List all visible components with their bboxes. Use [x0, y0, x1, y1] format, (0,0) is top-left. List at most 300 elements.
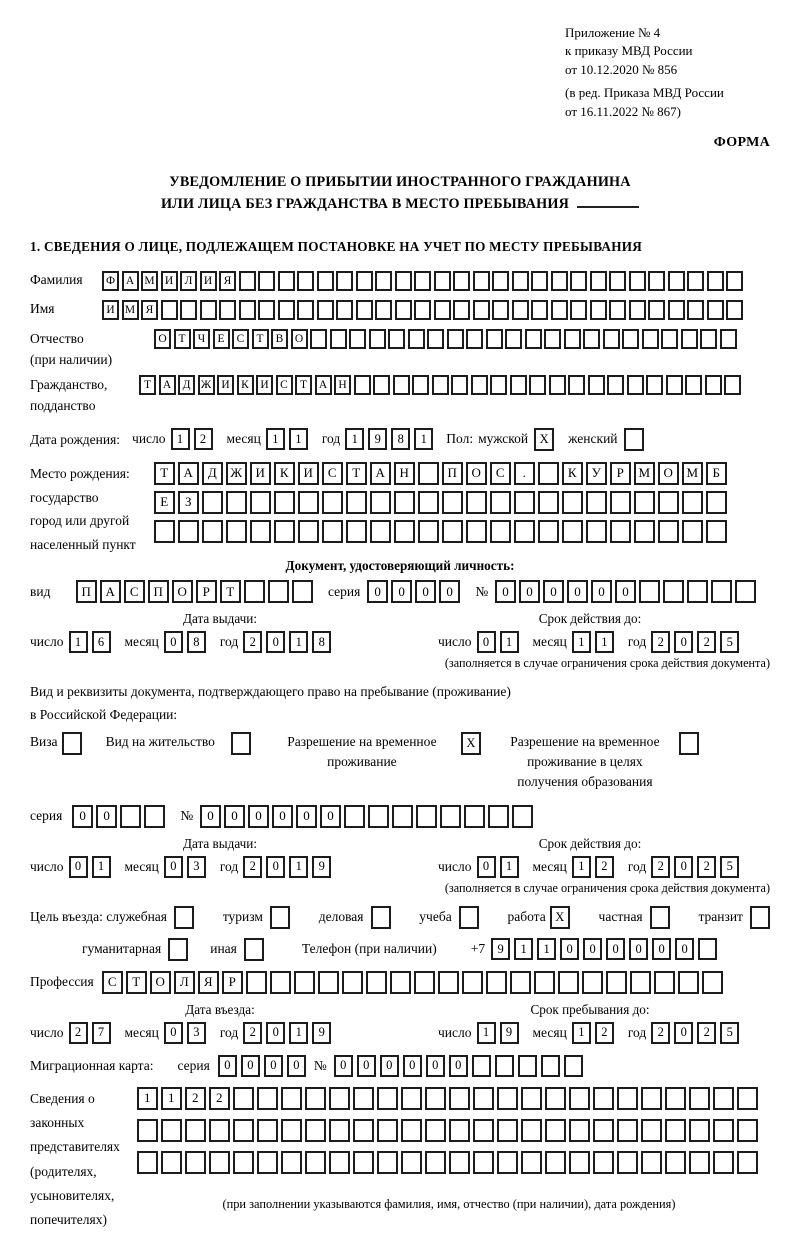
char-cell[interactable]	[541, 1055, 560, 1077]
char-cell[interactable]: 1	[537, 938, 556, 960]
char-cell[interactable]	[322, 491, 343, 514]
char-cell[interactable]	[233, 1119, 254, 1142]
char-cell[interactable]	[466, 520, 487, 543]
char-cell[interactable]: 2	[651, 856, 670, 878]
char-cell[interactable]	[154, 520, 175, 543]
char-cell[interactable]	[593, 1119, 614, 1142]
char-cell[interactable]	[342, 971, 363, 994]
char-cell[interactable]: А	[178, 462, 199, 485]
char-cell[interactable]: 9	[312, 1022, 331, 1044]
char-cell[interactable]	[425, 1119, 446, 1142]
char-cell[interactable]	[375, 300, 392, 320]
char-cell[interactable]	[336, 271, 353, 291]
char-cell[interactable]: 0	[357, 1055, 376, 1077]
char-cell[interactable]	[570, 271, 587, 291]
char-cell[interactable]	[486, 971, 507, 994]
char-cell[interactable]	[642, 329, 659, 349]
char-cell[interactable]	[582, 971, 603, 994]
char-cell[interactable]	[161, 300, 178, 320]
char-cell[interactable]: 0	[674, 856, 693, 878]
char-cell[interactable]	[512, 271, 529, 291]
char-cell[interactable]	[137, 1151, 158, 1174]
sex-male-checkbox[interactable]: X	[534, 428, 554, 451]
char-cell[interactable]	[505, 329, 522, 349]
char-cell[interactable]	[322, 520, 343, 543]
char-cell[interactable]: 0	[674, 1022, 693, 1044]
char-cell[interactable]: И	[256, 375, 273, 395]
char-cell[interactable]: Т	[139, 375, 156, 395]
doc-issue-day-cells[interactable]	[69, 631, 115, 653]
visa-checkbox[interactable]	[62, 732, 82, 755]
char-cell[interactable]: 0	[652, 938, 671, 960]
char-cell[interactable]	[497, 1087, 518, 1110]
char-cell[interactable]	[634, 491, 655, 514]
purpose-study-checkbox[interactable]	[459, 906, 479, 929]
char-cell[interactable]	[257, 1119, 278, 1142]
char-cell[interactable]: 0	[248, 805, 269, 828]
char-cell[interactable]: М	[682, 462, 703, 485]
char-cell[interactable]: 0	[629, 938, 648, 960]
char-cell[interactable]	[570, 300, 587, 320]
char-cell[interactable]	[629, 300, 646, 320]
char-cell[interactable]	[209, 1119, 230, 1142]
char-cell[interactable]: Ж	[198, 375, 215, 395]
char-cell[interactable]	[209, 1151, 230, 1174]
char-cell[interactable]	[687, 300, 704, 320]
char-cell[interactable]	[440, 805, 461, 828]
char-cell[interactable]: 1	[92, 856, 111, 878]
char-cell[interactable]	[538, 520, 559, 543]
char-cell[interactable]	[473, 1119, 494, 1142]
char-cell[interactable]: 0	[449, 1055, 468, 1077]
char-cell[interactable]: 1	[137, 1087, 158, 1110]
residence-permit-checkbox[interactable]	[231, 732, 251, 755]
char-cell[interactable]: Л	[174, 971, 195, 994]
surname-cells[interactable]	[102, 271, 746, 291]
char-cell[interactable]	[551, 271, 568, 291]
char-cell[interactable]	[466, 329, 483, 349]
char-cell[interactable]	[687, 580, 708, 603]
char-cell[interactable]	[472, 1055, 491, 1077]
char-cell[interactable]	[462, 971, 483, 994]
char-cell[interactable]	[641, 1151, 662, 1174]
char-cell[interactable]	[497, 1119, 518, 1142]
char-cell[interactable]	[689, 1119, 710, 1142]
char-cell[interactable]	[681, 329, 698, 349]
char-cell[interactable]	[294, 971, 315, 994]
purpose-humanitarian-checkbox[interactable]	[168, 938, 188, 961]
char-cell[interactable]	[257, 1151, 278, 1174]
purpose-work-checkbox[interactable]: X	[550, 906, 570, 929]
char-cell[interactable]: 0	[266, 1022, 285, 1044]
char-cell[interactable]	[521, 1087, 542, 1110]
temp-residence-education-checkbox[interactable]	[679, 732, 699, 755]
char-cell[interactable]	[534, 971, 555, 994]
char-cell[interactable]	[370, 520, 391, 543]
char-cell[interactable]: 9	[500, 1022, 519, 1044]
char-cell[interactable]	[702, 971, 723, 994]
char-cell[interactable]	[395, 300, 412, 320]
char-cell[interactable]: 7	[92, 1022, 111, 1044]
char-cell[interactable]: З	[178, 491, 199, 514]
char-cell[interactable]: С	[322, 462, 343, 485]
doc-expiry-day-cells[interactable]	[477, 631, 523, 653]
char-cell[interactable]	[434, 271, 451, 291]
char-cell[interactable]	[562, 491, 583, 514]
char-cell[interactable]	[531, 300, 548, 320]
char-cell[interactable]	[593, 1087, 614, 1110]
patronymic-cells[interactable]	[154, 329, 739, 349]
char-cell[interactable]	[442, 520, 463, 543]
char-cell[interactable]: Я	[198, 971, 219, 994]
char-cell[interactable]	[707, 271, 724, 291]
char-cell[interactable]	[278, 300, 295, 320]
char-cell[interactable]: Л	[180, 271, 197, 291]
doc-number-cells[interactable]	[495, 580, 759, 603]
char-cell[interactable]	[713, 1119, 734, 1142]
char-cell[interactable]	[726, 271, 743, 291]
char-cell[interactable]	[274, 491, 295, 514]
char-cell[interactable]	[606, 971, 627, 994]
char-cell[interactable]	[706, 520, 727, 543]
char-cell[interactable]: 0	[69, 856, 88, 878]
doc-issue-year-cells[interactable]	[243, 631, 335, 653]
char-cell[interactable]: 0	[367, 580, 388, 603]
char-cell[interactable]	[687, 271, 704, 291]
char-cell[interactable]: С	[490, 462, 511, 485]
char-cell[interactable]	[298, 520, 319, 543]
char-cell[interactable]	[646, 375, 663, 395]
char-cell[interactable]: 0	[218, 1055, 237, 1077]
char-cell[interactable]	[682, 491, 703, 514]
char-cell[interactable]	[226, 491, 247, 514]
char-cell[interactable]: 0	[266, 631, 285, 653]
char-cell[interactable]: В	[271, 329, 288, 349]
char-cell[interactable]	[706, 491, 727, 514]
char-cell[interactable]	[486, 329, 503, 349]
char-cell[interactable]	[510, 375, 527, 395]
char-cell[interactable]: 9	[312, 856, 331, 878]
char-cell[interactable]	[447, 329, 464, 349]
char-cell[interactable]: 0	[200, 805, 221, 828]
entry-year-cells[interactable]	[243, 1022, 335, 1044]
char-cell[interactable]	[473, 1087, 494, 1110]
char-cell[interactable]	[257, 1087, 278, 1110]
purpose-private-checkbox[interactable]	[650, 906, 670, 929]
phone-cells[interactable]	[491, 938, 721, 960]
char-cell[interactable]: М	[122, 300, 139, 320]
char-cell[interactable]: 1	[572, 1022, 591, 1044]
stay-year-cells[interactable]	[651, 1022, 743, 1044]
char-cell[interactable]: 0	[426, 1055, 445, 1077]
purpose-other-checkbox[interactable]	[244, 938, 264, 961]
char-cell[interactable]: 8	[312, 631, 331, 653]
char-cell[interactable]: .	[514, 462, 535, 485]
doc-expiry-month-cells[interactable]	[572, 631, 618, 653]
char-cell[interactable]: 3	[187, 856, 206, 878]
char-cell[interactable]: 0	[403, 1055, 422, 1077]
char-cell[interactable]: Т	[126, 971, 147, 994]
char-cell[interactable]	[298, 491, 319, 514]
char-cell[interactable]: 2	[595, 856, 614, 878]
char-cell[interactable]	[521, 1151, 542, 1174]
char-cell[interactable]: 9	[368, 428, 387, 450]
char-cell[interactable]	[610, 491, 631, 514]
char-cell[interactable]	[689, 1087, 710, 1110]
char-cell[interactable]	[368, 805, 389, 828]
char-cell[interactable]: 0	[272, 805, 293, 828]
char-cell[interactable]	[654, 971, 675, 994]
char-cell[interactable]	[726, 300, 743, 320]
purpose-tourism-checkbox[interactable]	[270, 906, 290, 929]
char-cell[interactable]: Е	[213, 329, 230, 349]
char-cell[interactable]	[244, 580, 265, 603]
char-cell[interactable]	[661, 329, 678, 349]
char-cell[interactable]: С	[124, 580, 145, 603]
char-cell[interactable]: 2	[595, 1022, 614, 1044]
char-cell[interactable]: 2	[651, 1022, 670, 1044]
char-cell[interactable]	[369, 329, 386, 349]
char-cell[interactable]: 0	[320, 805, 341, 828]
char-cell[interactable]: Р	[610, 462, 631, 485]
char-cell[interactable]: 1	[69, 631, 88, 653]
char-cell[interactable]	[634, 520, 655, 543]
char-cell[interactable]: Б	[706, 462, 727, 485]
char-cell[interactable]	[278, 271, 295, 291]
char-cell[interactable]	[375, 271, 392, 291]
char-cell[interactable]	[414, 971, 435, 994]
purpose-business-checkbox[interactable]	[174, 906, 194, 929]
char-cell[interactable]	[665, 1087, 686, 1110]
char-cell[interactable]	[305, 1087, 326, 1110]
char-cell[interactable]: Ж	[226, 462, 247, 485]
char-cell[interactable]: Я	[219, 271, 236, 291]
char-cell[interactable]: 0	[224, 805, 245, 828]
char-cell[interactable]: 1	[345, 428, 364, 450]
char-cell[interactable]	[297, 300, 314, 320]
char-cell[interactable]	[178, 520, 199, 543]
char-cell[interactable]	[531, 271, 548, 291]
char-cell[interactable]	[200, 300, 217, 320]
char-cell[interactable]: А	[370, 462, 391, 485]
char-cell[interactable]	[268, 580, 289, 603]
char-cell[interactable]: 2	[243, 1022, 262, 1044]
char-cell[interactable]: 0	[519, 580, 540, 603]
char-cell[interactable]: 0	[241, 1055, 260, 1077]
char-cell[interactable]	[353, 1151, 374, 1174]
char-cell[interactable]	[663, 580, 684, 603]
char-cell[interactable]	[388, 329, 405, 349]
char-cell[interactable]	[226, 520, 247, 543]
char-cell[interactable]	[274, 520, 295, 543]
char-cell[interactable]: 8	[187, 631, 206, 653]
char-cell[interactable]	[488, 805, 509, 828]
char-cell[interactable]: 2	[185, 1087, 206, 1110]
char-cell[interactable]: 1	[289, 428, 308, 450]
char-cell[interactable]: 1	[572, 631, 591, 653]
birth-year-cells[interactable]	[345, 428, 437, 450]
char-cell[interactable]: 0	[415, 580, 436, 603]
char-cell[interactable]	[551, 300, 568, 320]
char-cell[interactable]: 1	[595, 631, 614, 653]
given-name-cells[interactable]	[102, 300, 746, 320]
residence-expiry-day-cells[interactable]	[477, 856, 523, 878]
char-cell[interactable]	[529, 375, 546, 395]
char-cell[interactable]: О	[172, 580, 193, 603]
char-cell[interactable]	[512, 300, 529, 320]
char-cell[interactable]: 0	[266, 856, 285, 878]
char-cell[interactable]	[401, 1087, 422, 1110]
char-cell[interactable]: С	[102, 971, 123, 994]
char-cell[interactable]: 0	[495, 580, 516, 603]
char-cell[interactable]: С	[232, 329, 249, 349]
char-cell[interactable]	[497, 1151, 518, 1174]
migration-series-cells[interactable]	[218, 1055, 310, 1077]
char-cell[interactable]: 0	[477, 631, 496, 653]
char-cell[interactable]	[545, 1151, 566, 1174]
citizenship-cells[interactable]	[139, 375, 744, 395]
char-cell[interactable]: А	[159, 375, 176, 395]
char-cell[interactable]	[685, 375, 702, 395]
char-cell[interactable]	[349, 329, 366, 349]
char-cell[interactable]	[689, 1151, 710, 1174]
residence-number-cells[interactable]	[200, 805, 536, 828]
char-cell[interactable]: Ч	[193, 329, 210, 349]
purpose-commercial-checkbox[interactable]	[371, 906, 391, 929]
char-cell[interactable]	[569, 1151, 590, 1174]
char-cell[interactable]	[258, 271, 275, 291]
char-cell[interactable]: Н	[334, 375, 351, 395]
char-cell[interactable]: 1	[477, 1022, 496, 1044]
char-cell[interactable]: И	[161, 271, 178, 291]
char-cell[interactable]	[627, 375, 644, 395]
char-cell[interactable]	[473, 271, 490, 291]
char-cell[interactable]	[246, 971, 267, 994]
char-cell[interactable]	[317, 300, 334, 320]
doc-series-cells[interactable]	[367, 580, 463, 603]
char-cell[interactable]	[180, 300, 197, 320]
char-cell[interactable]: 1	[266, 428, 285, 450]
char-cell[interactable]	[416, 805, 437, 828]
char-cell[interactable]	[281, 1119, 302, 1142]
char-cell[interactable]	[473, 300, 490, 320]
char-cell[interactable]	[317, 271, 334, 291]
entry-month-cells[interactable]	[164, 1022, 210, 1044]
char-cell[interactable]	[648, 300, 665, 320]
char-cell[interactable]	[658, 491, 679, 514]
char-cell[interactable]	[292, 580, 313, 603]
char-cell[interactable]	[329, 1087, 350, 1110]
char-cell[interactable]	[418, 491, 439, 514]
char-cell[interactable]	[610, 520, 631, 543]
char-cell[interactable]	[310, 329, 327, 349]
char-cell[interactable]	[258, 300, 275, 320]
char-cell[interactable]: И	[298, 462, 319, 485]
char-cell[interactable]: 5	[720, 1022, 739, 1044]
char-cell[interactable]	[737, 1151, 758, 1174]
char-cell[interactable]: 0	[615, 580, 636, 603]
char-cell[interactable]: У	[586, 462, 607, 485]
char-cell[interactable]: 1	[289, 631, 308, 653]
char-cell[interactable]	[495, 1055, 514, 1077]
char-cell[interactable]	[305, 1151, 326, 1174]
char-cell[interactable]	[329, 1119, 350, 1142]
char-cell[interactable]	[453, 271, 470, 291]
char-cell[interactable]: 1	[500, 856, 519, 878]
char-cell[interactable]	[442, 491, 463, 514]
char-cell[interactable]	[161, 1119, 182, 1142]
char-cell[interactable]	[330, 329, 347, 349]
char-cell[interactable]	[549, 375, 566, 395]
char-cell[interactable]	[161, 1151, 182, 1174]
representatives-cells-row1[interactable]	[137, 1087, 761, 1110]
char-cell[interactable]	[425, 1087, 446, 1110]
char-cell[interactable]	[418, 520, 439, 543]
migration-number-cells[interactable]	[334, 1055, 587, 1077]
char-cell[interactable]	[603, 329, 620, 349]
char-cell[interactable]	[622, 329, 639, 349]
char-cell[interactable]	[394, 520, 415, 543]
char-cell[interactable]	[521, 1119, 542, 1142]
char-cell[interactable]	[329, 1151, 350, 1174]
char-cell[interactable]	[588, 375, 605, 395]
char-cell[interactable]: 2	[697, 856, 716, 878]
birth-place-cells-row1[interactable]	[154, 462, 730, 485]
char-cell[interactable]: Р	[196, 580, 217, 603]
char-cell[interactable]	[492, 271, 509, 291]
char-cell[interactable]: 0	[72, 805, 93, 828]
char-cell[interactable]: 0	[164, 856, 183, 878]
char-cell[interactable]: Т	[346, 462, 367, 485]
char-cell[interactable]: И	[102, 300, 119, 320]
char-cell[interactable]: 9	[491, 938, 510, 960]
char-cell[interactable]	[233, 1151, 254, 1174]
char-cell[interactable]	[545, 1087, 566, 1110]
char-cell[interactable]	[737, 1119, 758, 1142]
char-cell[interactable]	[414, 300, 431, 320]
char-cell[interactable]	[544, 329, 561, 349]
char-cell[interactable]: 5	[720, 631, 739, 653]
char-cell[interactable]: Р	[222, 971, 243, 994]
char-cell[interactable]: Т	[174, 329, 191, 349]
char-cell[interactable]	[144, 805, 165, 828]
char-cell[interactable]: Ф	[102, 271, 119, 291]
char-cell[interactable]	[569, 1119, 590, 1142]
char-cell[interactable]: И	[200, 271, 217, 291]
char-cell[interactable]	[464, 805, 485, 828]
char-cell[interactable]	[434, 300, 451, 320]
char-cell[interactable]: 1	[171, 428, 190, 450]
temp-residence-checkbox[interactable]: X	[461, 732, 481, 755]
char-cell[interactable]	[336, 300, 353, 320]
char-cell[interactable]: Т	[252, 329, 269, 349]
char-cell[interactable]: 2	[243, 631, 262, 653]
char-cell[interactable]: 0	[560, 938, 579, 960]
char-cell[interactable]: М	[141, 271, 158, 291]
char-cell[interactable]	[120, 805, 141, 828]
char-cell[interactable]	[373, 375, 390, 395]
char-cell[interactable]: 3	[187, 1022, 206, 1044]
residence-expiry-year-cells[interactable]	[651, 856, 743, 878]
char-cell[interactable]	[514, 520, 535, 543]
char-cell[interactable]	[466, 491, 487, 514]
char-cell[interactable]	[737, 1087, 758, 1110]
char-cell[interactable]	[412, 375, 429, 395]
char-cell[interactable]: 1	[572, 856, 591, 878]
char-cell[interactable]	[609, 300, 626, 320]
char-cell[interactable]	[425, 1151, 446, 1174]
char-cell[interactable]: 6	[92, 631, 111, 653]
